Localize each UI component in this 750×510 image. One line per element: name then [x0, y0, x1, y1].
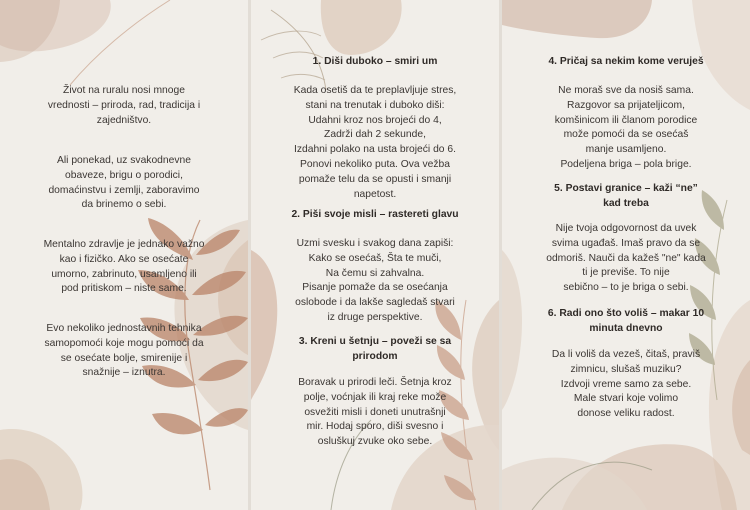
intro-paragraph-4: Evo nekoliko jednostavnih tehnika samopomoći koje mogu pomoći da se osećate bolje, smirenije i snažnije – iznutra. — [44, 323, 204, 379]
technique-5-heading: 5. Postavi granice – kaži “ne” kad treba — [554, 183, 698, 209]
panel-techniques-4-6 — [499, 0, 750, 510]
panel-techniques-1-3 — [248, 0, 499, 510]
technique-5-text: Nije tvoja odgovornost da uvek svima ugađaš. Imaš pravo da se odmoriš. Nauči da kažeš "ne" kada ti je previše. To nije sebično – to je briga o sebi. — [546, 223, 706, 294]
technique-6-text: Da li voliš da vezeš, čitaš, praviš zimnicu, slušaš muziku? Izdvoji vreme samo za sebe. Male stvari koje volimo donose veliku radost. — [551, 349, 701, 420]
intro-paragraph-1: Život na ruralu nosi mnoge vrednosti – priroda, rad, tradicija i zajedništvo. — [47, 85, 201, 126]
intro-paragraph-2: Ali ponekad, uz svakodnevne obaveze, brigu o porodici, domaćinstvu i zemlji, zaboravimo da brinemo o sebi. — [48, 155, 200, 211]
technique-2-heading: 2. Piši svoje misli – rastereti glavu — [291, 209, 459, 220]
panel-intro — [0, 0, 248, 510]
intro-text — [0, 0, 248, 510]
technique-1-text: Kada osetiš da te preplavljuje stres, stani na trenutak i duboko diši: Udahni kroz nos brojeći do 4, Zadrži dah 2 sekunde, Izdahni polako na usta brojeći do 6. Ponovi nekoliko puta. Ova vežba pomaže telu da se opusti i smanji napetost. — [293, 85, 457, 200]
technique-4-heading: 4. Pričaj sa nekim kome veruješ — [548, 56, 704, 67]
intro-paragraph-3: Mentalno zdravlje je jednako važno kao i fizičko. Ako se osećate umorno, zabrinuto, usamljeno ili pod pritiskom – niste same. — [43, 239, 205, 295]
technique-4-text: Ne moraš sve da nosiš sama. Razgovor sa prijateljicom, komšinicom ili članom porodice može pomoći da se osećaš manje usamljeno. Podeljena briga – pola brige. — [554, 85, 698, 170]
techniques-text-1-3 — [251, 0, 499, 510]
techniques-text-4-6 — [502, 0, 750, 510]
technique-6-heading: 6. Radi ono što voliš – makar 10 minuta dnevno — [547, 308, 705, 334]
technique-3-heading: 3. Kreni u šetnju – poveži se sa prirodom — [298, 336, 452, 362]
technique-3-text: Boravak u prirodi leči. Šetnja kroz polje, voćnjak ili kraj reke može osvežiti misli i doneti unutrašnji mir. Hodaj sporo, diši svesno i osluškuj zvuke oko sebe. — [298, 377, 452, 448]
technique-1-heading: 1. Diši duboko – smiri um — [312, 56, 438, 67]
technique-2-text: Uzmi svesku i svakog dana zapiši: Kako se osećaš, Šta te muči, Na čemu si zahvalna. Pisanje pomaže da se osećanja oslobode i da lakše sagledaš stvari iz druge perspektive. — [295, 238, 455, 323]
